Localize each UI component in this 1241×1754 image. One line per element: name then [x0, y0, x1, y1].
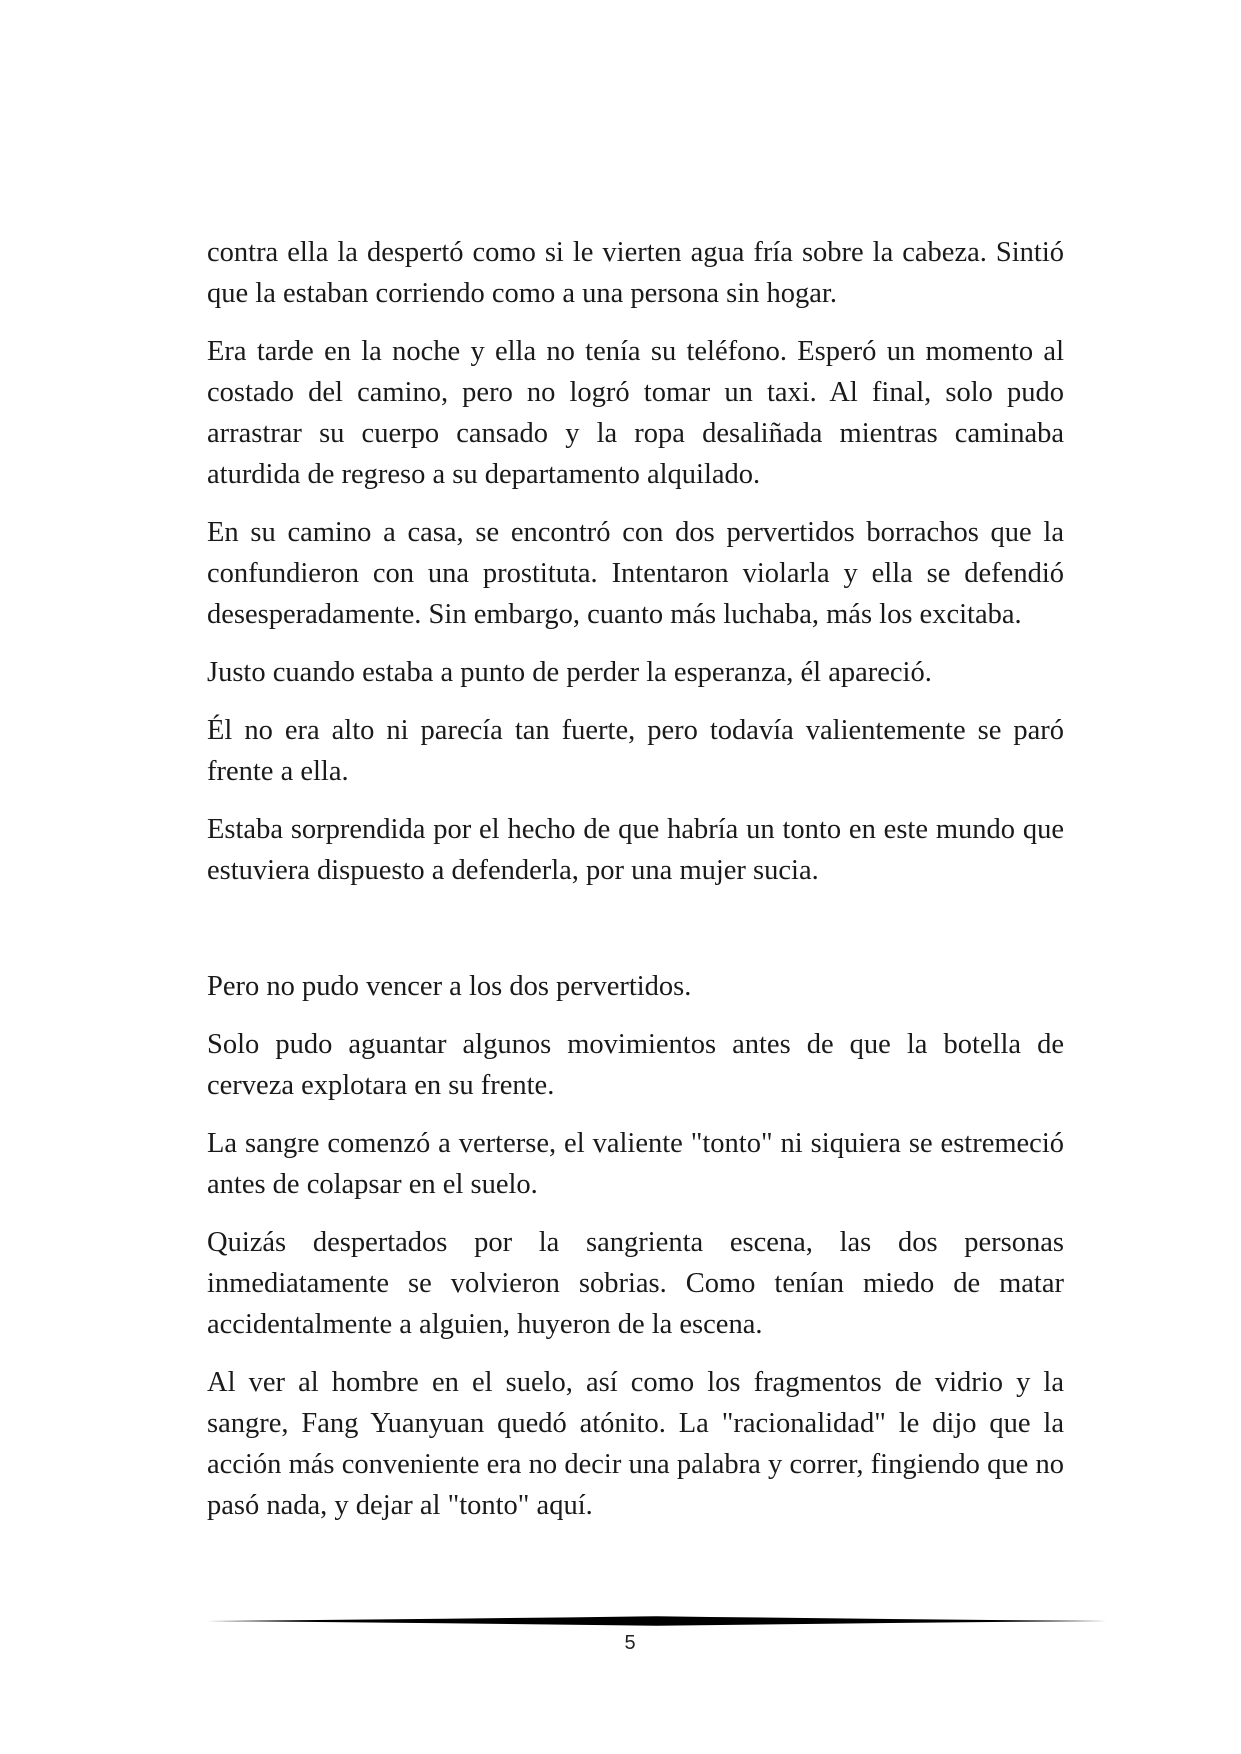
paragraph: Pero no pudo vencer a los dos pervertidos.: [207, 971, 692, 1002]
paragraph: Era tarde en la noche y ella no tenía su teléfono. Esperó un momento al costado del camino, pero no logró tomar un taxi. Al final, solo pudo arrastrar su cuerpo cansado y la ropa desaliñada mientras caminaba aturdida de regreso a su departamento alquilado.: [207, 336, 1064, 490]
page-number: 5: [624, 1632, 636, 1654]
paragraph: Al ver al hombre en el suelo, así como los fragmentos de vidrio y la sangre, Fang Yuanyuan quedó atónito. La "racionalidad" le dijo que la acción más conveniente era no decir una palabra y correr, fingiendo que no pasó nada, y dejar al "tonto" aquí.: [207, 1367, 1064, 1521]
paragraph: Solo pudo aguantar algunos movimientos antes de que la botella de cerveza explotara en su frente.: [207, 1029, 1064, 1101]
paragraph: Justo cuando estaba a punto de perder la esperanza, él apareció.: [207, 657, 932, 688]
paragraph: Estaba sorprendida por el hecho de que habría un tonto en este mundo que estuviera dispuesto a defenderla, por una mujer sucia.: [207, 814, 1064, 886]
paragraph: Él no era alto ni parecía tan fuerte, pero todavía valientemente se paró frente a ella.: [207, 715, 1064, 787]
paragraph: La sangre comenzó a verterse, el valiente "tonto" ni siquiera se estremeció antes de colapsar en el suelo.: [207, 1128, 1064, 1200]
body-text: [207, 232, 1064, 1543]
paragraph: contra ella la despertó como si le vierten agua fría sobre la cabeza. Sintió que la estaban corriendo como a una persona sin hogar.: [207, 237, 1064, 309]
paragraph: En su camino a casa, se encontró con dos pervertidos borrachos que la confundieron con una prostituta. Intentaron violarla y ella se defendió desesperadamente. Sin embargo, cuanto más luchaba, más los excitaba.: [207, 517, 1064, 630]
footer-divider: [207, 1614, 1107, 1628]
paragraph: Quizás despertados por la sangrienta escena, las dos personas inmediatamente se volvieron sobrias. Como tenían miedo de matar accidentalmente a alguien, huyeron de la escena.: [207, 1227, 1064, 1340]
